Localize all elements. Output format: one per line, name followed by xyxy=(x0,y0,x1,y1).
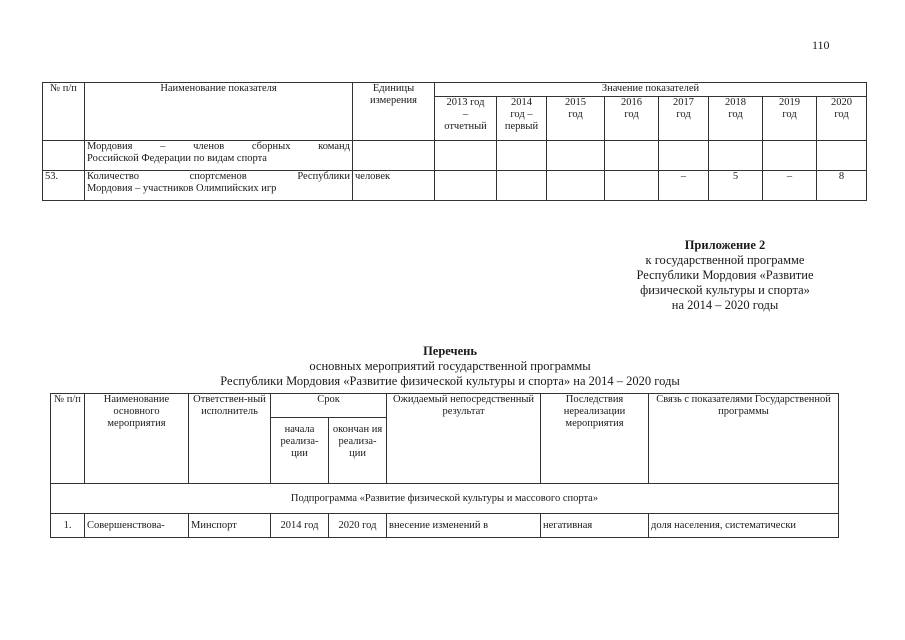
row-value xyxy=(817,141,867,171)
row-value: – xyxy=(659,171,709,201)
row-activity-name: Совершенствова- xyxy=(85,514,189,538)
indicators-table xyxy=(42,82,867,201)
header-units: Единицы измерения xyxy=(353,83,435,141)
row-program-link: доля населения, систематически xyxy=(649,514,839,538)
row-value xyxy=(497,171,547,201)
header-expected-result: Ожидаемый непосредственный результат xyxy=(387,394,541,484)
table-row xyxy=(51,514,839,538)
header-end: окончан ия реализа-ции xyxy=(329,418,387,484)
header-num: № п/п xyxy=(51,394,85,484)
row-expected-result: внесение изменений в xyxy=(387,514,541,538)
row-indicator-name: Количество спортсменов Республики Мордовия – участников Олимпийских игр xyxy=(85,171,353,201)
header-indicator-name: Наименование показателя xyxy=(85,83,353,141)
row-consequences: негативная xyxy=(541,514,649,538)
appendix-line: физической культуры и спорта» xyxy=(640,283,810,297)
appendix-line: Республики Мордовия «Развитие xyxy=(636,268,814,282)
row-value: 5 xyxy=(709,171,763,201)
header-term: Срок xyxy=(271,394,387,418)
header-year: 2016 год xyxy=(605,97,659,141)
header-program-link: Связь с показателями Государственной программы xyxy=(649,394,839,484)
row-num: 1. xyxy=(51,514,85,538)
list-title-block xyxy=(150,344,750,389)
row-value xyxy=(605,141,659,171)
row-units xyxy=(353,141,435,171)
appendix-title: Приложение 2 xyxy=(684,238,766,252)
row-value xyxy=(763,141,817,171)
row-start: 2014 год xyxy=(271,514,329,538)
header-year: 2018 год xyxy=(709,97,763,141)
row-value xyxy=(709,141,763,171)
list-subtitle: Республики Мордовия «Развитие физической культуры и спорта» на 2014 – 2020 годы xyxy=(220,374,680,388)
row-value xyxy=(605,171,659,201)
header-year: 2014 год – первый xyxy=(497,97,547,141)
activities-table xyxy=(50,393,839,538)
header-year: 2020 год xyxy=(817,97,867,141)
row-value xyxy=(435,141,497,171)
header-consequences: Последствия нереализации мероприятия xyxy=(541,394,649,484)
appendix-line: к государственной программе xyxy=(645,253,805,267)
header-responsible: Ответствен-ный исполнитель xyxy=(189,394,271,484)
header-activity-name: Наименование основного мероприятия xyxy=(85,394,189,484)
list-title: Перечень xyxy=(423,344,477,358)
header-year: 2019 год xyxy=(763,97,817,141)
header-num: № п/п xyxy=(43,83,85,141)
row-responsible: Минспорт xyxy=(189,514,271,538)
row-indicator-name: Мордовия – членов сборных команд Российской Федерации по видам спорта xyxy=(85,141,353,171)
row-value: – xyxy=(763,171,817,201)
list-subtitle: основных мероприятий государственной программы xyxy=(309,359,591,373)
row-value xyxy=(547,141,605,171)
header-values-title: Значение показателей xyxy=(435,83,867,97)
header-year: 2013 год – отчетный xyxy=(435,97,497,141)
header-start: начала реализа-ции xyxy=(271,418,329,484)
table-row xyxy=(43,171,867,201)
row-num: 53. xyxy=(43,171,85,201)
subprogram-row: Подпрограмма «Развитие физической культуры и массового спорта» xyxy=(51,484,839,514)
row-value: 8 xyxy=(817,171,867,201)
row-num xyxy=(43,141,85,171)
appendix-line: на 2014 – 2020 годы xyxy=(671,298,779,312)
page-number: 110 xyxy=(812,38,830,52)
row-value xyxy=(547,171,605,201)
row-end: 2020 год xyxy=(329,514,387,538)
row-value xyxy=(435,171,497,201)
table-row xyxy=(43,141,867,171)
row-value xyxy=(497,141,547,171)
row-units: человек xyxy=(353,171,435,201)
header-year: 2017 год xyxy=(659,97,709,141)
appendix-block xyxy=(600,238,850,313)
row-value xyxy=(659,141,709,171)
header-year: 2015 год xyxy=(547,97,605,141)
